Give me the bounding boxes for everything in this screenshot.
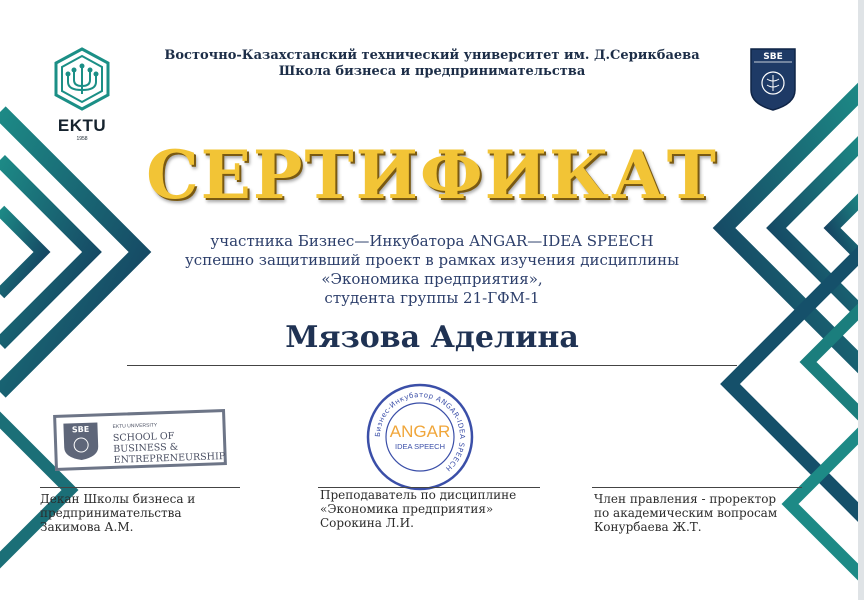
stamp-line-2: BUSINESS & [113, 441, 179, 455]
recipient-name: Мязова Аделина [285, 320, 579, 355]
stamp-line-1: SCHOOL OF [112, 430, 175, 444]
subtitle-line-1: участника Бизнес—Инкубатора ANGAR—IDEA SPEECH [210, 232, 654, 250]
signature-teacher [320, 488, 516, 530]
sig1-line-2: предпринимательства [40, 506, 182, 520]
sig2-line-2: «Экономика предприятия» [320, 502, 494, 516]
ektu-emblem-icon [50, 46, 114, 112]
signature-vice-rector [594, 492, 777, 534]
sig2-line-3: Сорокина Л.И. [320, 516, 414, 530]
sig3-line-2: по академическим вопросам [594, 506, 778, 520]
signature-line-1 [40, 487, 240, 488]
header-line-1: Восточно-Казахстанский технический университет им. Д.Серикбаева [164, 48, 700, 63]
subtitle-line-2: успешно защитивший проект в рамках изучения дисциплины [184, 251, 680, 269]
stamp-line-3: ENTREPRENEURSHIP [113, 451, 226, 466]
certificate-title: СЕРТИФИКАТ [146, 136, 718, 214]
seal-brand-text: ANGAR [389, 422, 451, 441]
seal-ring-text: Бизнес-Инкубатор ANGAR-IDEA SPEECH [373, 390, 467, 473]
angar-seal [365, 382, 475, 492]
sig2-line-1: Преподаватель по дисциплине [320, 488, 517, 502]
stamp-small-text: EKTU UNIVERSITY [112, 422, 158, 430]
sbe-shield-icon [748, 46, 798, 112]
subtitle-line-4: студента группы 21-ГФМ-1 [324, 289, 540, 307]
sbe-logo [748, 46, 798, 114]
ektu-logo [50, 46, 114, 146]
header-line-2: Школа бизнеса и предпринимательства [278, 64, 586, 79]
seal-sub-text: IDEA SPEECH [394, 442, 446, 451]
stamp-shield-icon [60, 420, 101, 461]
signature-dean [40, 492, 195, 534]
sig3-line-1: Член правления - проректор [594, 492, 777, 506]
subtitle-line-3: «Экономика предприятия», [321, 270, 543, 288]
school-stamp [53, 409, 227, 471]
sbe-logo-text: SBE [763, 52, 783, 62]
stamp-badge-text: SBE [71, 424, 90, 435]
ektu-year: 1958 [76, 136, 88, 142]
sig3-line-3: Конурбаева Ж.Т. [594, 520, 702, 534]
sig1-line-1: Декан Школы бизнеса и [40, 492, 196, 506]
signature-line-3 [592, 487, 802, 488]
ektu-name: EKTU [57, 116, 107, 135]
university-header [150, 48, 714, 80]
stamp-text [112, 418, 225, 466]
sig1-line-3: Закимова А.М. [40, 520, 134, 534]
certificate-subtitle [120, 232, 744, 308]
name-underline [127, 365, 737, 366]
